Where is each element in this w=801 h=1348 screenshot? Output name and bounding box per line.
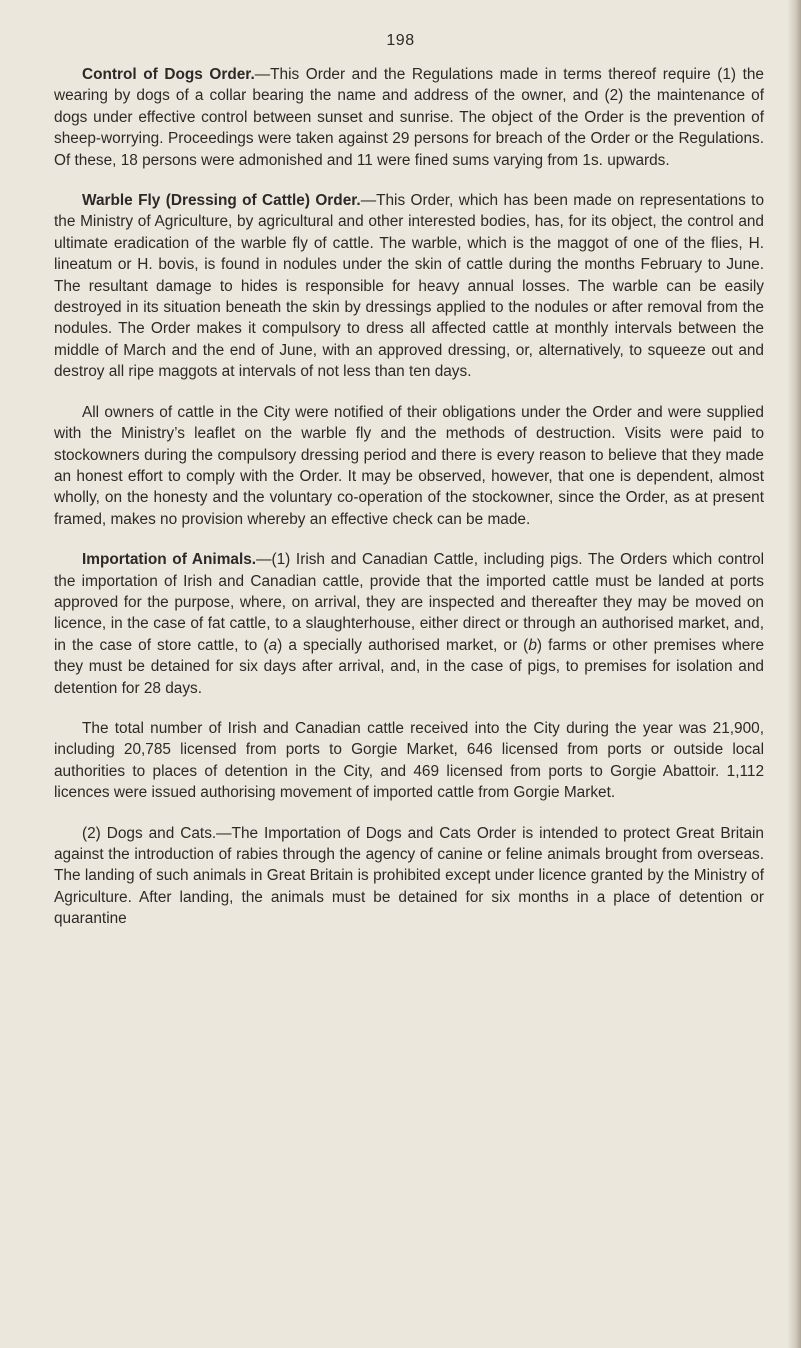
paragraph-warble-fly	[54, 190, 764, 383]
paragraph-dogs-and-cats	[54, 823, 764, 930]
paragraph-text: The total number of Irish and Canadian cattle received into the City during the year was 21,900, including 20,785 licensed from ports to Gorgie Market, 646 licensed from ports or outside local authorities to places of detention in the City, and 469 licensed from ports to Gorgie Abattoir. 1,112 licences were issued authorising movement of imported cattle from Gorgie Market.	[54, 719, 764, 802]
heading-control-of-dogs: Control of Dogs Order.	[82, 66, 255, 83]
page-number: 198	[386, 32, 415, 49]
paragraph-text: —(1) Irish and Canadian Cattle, including pigs. The Orders which control the importation of Irish and Canadian cattle, provide that the imported cattle must be landed at ports approved for the purpose, where, on arrival, they are inspected and thereafter they may be moved on licence, in the case of fat cattle, to a slaughterhouse, either direct or through an authorised market, and, in the case of store cattle, to (	[54, 551, 765, 654]
paragraph-control-of-dogs	[54, 64, 764, 171]
item-letter-b: b	[528, 636, 537, 654]
paragraph-text: ) farms or other premises where they must be detained for six days after arrival, and, in the case of pigs, to premises for isolation and detention for 28 days.	[54, 636, 765, 697]
heading-importation-of-animals: Importation of Animals.	[82, 551, 257, 569]
heading-warble-fly: Warble Fly (Dressing of Cattle) Order.	[82, 192, 361, 210]
item-letter-a: a	[268, 636, 278, 654]
paragraph-text: —This Order and the Regulations made in terms thereof require (1) the wearing by dogs of a collar bearing the name and address of the owner, and (2) the maintenance of dogs under effective control between sunset and sunrise. The object of the Order is the prevention of sheep-worrying. Proceedings were taken against 29 persons for breach of the Order or the Regulations. Of these, 18 persons were admonished and 11 were fined sums varying from 1s. upwards.	[54, 66, 764, 169]
document-body	[54, 64, 764, 949]
page-edge-shadow	[787, 0, 801, 1348]
paragraph-text: ) a specially authorised market, or (	[277, 636, 529, 654]
paragraph-cattle-owners	[54, 402, 764, 530]
paragraph-text: —This Order, which has been made on representations to the Ministry of Agriculture, by agricultural and other interested bodies, has, for its object, the control and ultimate eradication of the warble fly of cattle. The warble, which is the maggot of one of the flies, H. lineatum or H. bovis, is found in nodules under the skin of cattle during the months February to June. The resultant damage to hides is responsible for heavy annual losses. The warble can be easily destroyed in its situation beneath the skin by dressings applied to the nodules or after removal from the nodules. The Order makes it compulsory to dress all affected cattle at monthly intervals between the middle of March and the end of June, with an approved dressing, or, alternatively, to squeeze out and destroy all ripe maggots at intervals of not less than ten days.	[54, 192, 765, 381]
paragraph-importation-of-animals	[54, 549, 764, 699]
paragraph-text: (2) Dogs and Cats.—The Importation of Dogs and Cats Order is intended to protect Great Britain against the introduction of rabies through the agency of canine or feline animals brought from overseas. The landing of such animals in Great Britain is prohibited except under licence granted by the Ministry of Agriculture. After landing, the animals must be detained for six months in a place of detention or quarantine	[54, 824, 764, 928]
paragraph-cattle-totals	[54, 718, 764, 804]
paragraph-text: All owners of cattle in the City were notified of their obligations under the Order and were supplied with the Ministry’s leaflet on the warble fly and the methods of destruction. Visits were paid to stockowners during the compulsory dressing period and there is every reason to believe that they made an honest effort to comply with the Order. It may be observed, however, that one is dependent, almost wholly, on the honesty and the voluntary co-operation of the stockowner, since the Order, as at present framed, makes no provision whereby an effective check can be made.	[54, 403, 764, 528]
